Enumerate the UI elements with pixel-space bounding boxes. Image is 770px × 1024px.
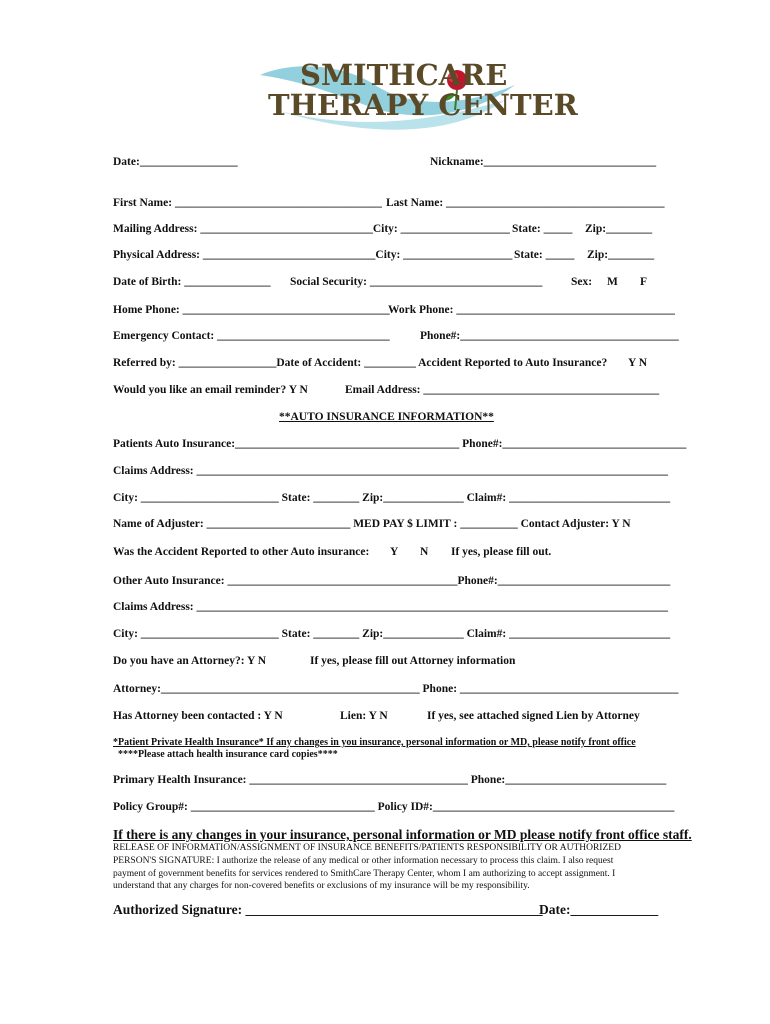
health-insurance-note: *Patient Private Health Insurance* If any changes in you insurance, personal information or MD, please notify front office (113, 737, 636, 748)
date-field[interactable]: Date:_________________ (113, 156, 238, 168)
emergency-contact-field[interactable]: Emergency Contact: ______________________________ (113, 330, 390, 342)
mailing-zip-field[interactable]: Zip:________ (585, 223, 653, 235)
other-reported-no[interactable]: N (420, 546, 429, 558)
work-phone-field[interactable]: Work Phone: ______________________________________ (388, 304, 675, 316)
attorney-name-field[interactable]: Attorney:_____________________________________________ Phone: ______________________________________ (113, 683, 679, 695)
other-reported-question: Was the Accident Reported to other Auto insurance: (113, 546, 370, 558)
release-title: RELEASE OF INFORMATION/ASSIGNMENT OF INSURANCE BENEFITS/PATIENTS RESPONSIBILITY OR AUTHORIZED (113, 843, 621, 853)
policy-group-id-field[interactable]: Policy Group#: ________________________________ Policy ID#:__________________________________________ (113, 801, 675, 813)
signature-date-field[interactable]: Date:_____________ (539, 902, 659, 917)
lien-note: If yes, see attached signed Lien by Attorney (427, 710, 640, 722)
health-card-note: ****Please attach health insurance card copies**** (118, 749, 338, 760)
home-phone-field[interactable]: Home Phone: ____________________________________ (113, 304, 390, 316)
city-state-zip-claim-field-1[interactable]: City: ________________________ State: ________ Zip:______________ Claim#: ____________________________ (113, 492, 671, 504)
primary-health-insurance-field[interactable]: Primary Health Insurance: ______________________________________ Phone:____________________________ (113, 774, 667, 786)
notify-front-office-notice: If there is any changes in your insurance, personal information or MD please notify front office staff. (113, 827, 692, 842)
dob-field[interactable]: Date of Birth: _______________ (113, 276, 271, 288)
email-reminder-question[interactable]: Would you like an email reminder? Y N (113, 384, 308, 396)
sex-option-f[interactable]: F (640, 276, 648, 288)
authorized-signature-field[interactable]: Authorized Signature: ____________________________________________ (113, 902, 543, 917)
adjuster-field[interactable]: Name of Adjuster: _________________________ MED PAY $ LIMIT : __________ Contact Adjuster: Y N (113, 518, 631, 530)
claims-address-field-2[interactable]: Claims Address: __________________________________________________________________________________ (113, 601, 668, 613)
attorney-fill-note: If yes, please fill out Attorney information (310, 655, 516, 667)
nickname-field[interactable]: Nickname:______________________________ (430, 156, 657, 168)
other-reported-yes[interactable]: Y (390, 546, 399, 558)
other-reported-fill-note: If yes, please fill out. (451, 546, 552, 558)
auto-insurance-heading: **AUTO INSURANCE INFORMATION** (279, 411, 494, 423)
release-line-3: understand that any charges for non-covered benefits or exclusions of my insurance will be my responsibility. (113, 881, 530, 891)
release-line-1: PERSON'S SIGNATURE: I authorize the release of any medical or other information necessary to process this claim. I also request (113, 856, 614, 866)
city-state-zip-claim-field-2[interactable]: City: ________________________ State: ________ Zip:______________ Claim#: ____________________________ (113, 628, 671, 640)
ssn-field[interactable]: Social Security: ______________________________ (290, 276, 543, 288)
lien-question[interactable]: Lien: Y N (340, 710, 388, 722)
reported-auto-yn[interactable]: Y N (628, 357, 648, 369)
referred-accident-field[interactable]: Referred by: _________________Date of Accident: _________ Accident Reported to Auto Insurance? (113, 357, 608, 369)
emergency-phone-field[interactable]: Phone#:______________________________________ (420, 330, 679, 342)
sex-option-m[interactable]: M (607, 276, 618, 288)
email-address-field[interactable]: Email Address: _________________________________________ (345, 384, 660, 396)
attorney-contacted-question[interactable]: Has Attorney been contacted : Y N (113, 710, 283, 722)
physical-address-field[interactable]: Physical Address: ______________________________City: ___________________ (113, 249, 513, 261)
logo-line1: SMITHCARE (300, 58, 508, 92)
last-name-field[interactable]: Last Name: ______________________________________ (386, 197, 665, 209)
physical-state-field[interactable]: State: _____ (514, 249, 575, 261)
mailing-state-field[interactable]: State: _____ (512, 223, 573, 235)
release-line-2: payment of government benefits for services rendered to SmithCare Therapy Center, whom I am authorizing to accept assignment. I (113, 869, 616, 879)
patients-auto-insurance-field[interactable]: Patients Auto Insurance:_______________________________________ Phone#:________________________________ (113, 438, 687, 450)
claims-address-field-1[interactable]: Claims Address: __________________________________________________________________________________ (113, 465, 668, 477)
logo-line2: THERAPY CENTER (268, 88, 578, 122)
first-name-field[interactable]: First Name: ____________________________________ (113, 197, 382, 209)
mailing-address-field[interactable]: Mailing Address: ______________________________City: ___________________ (113, 223, 510, 235)
physical-zip-field[interactable]: Zip:________ (587, 249, 655, 261)
attorney-question[interactable]: Do you have an Attorney?: Y N (113, 655, 267, 667)
other-auto-insurance-field[interactable]: Other Auto Insurance: ________________________________________Phone#:______________________________ (113, 575, 671, 587)
sex-label: Sex: (571, 276, 593, 288)
